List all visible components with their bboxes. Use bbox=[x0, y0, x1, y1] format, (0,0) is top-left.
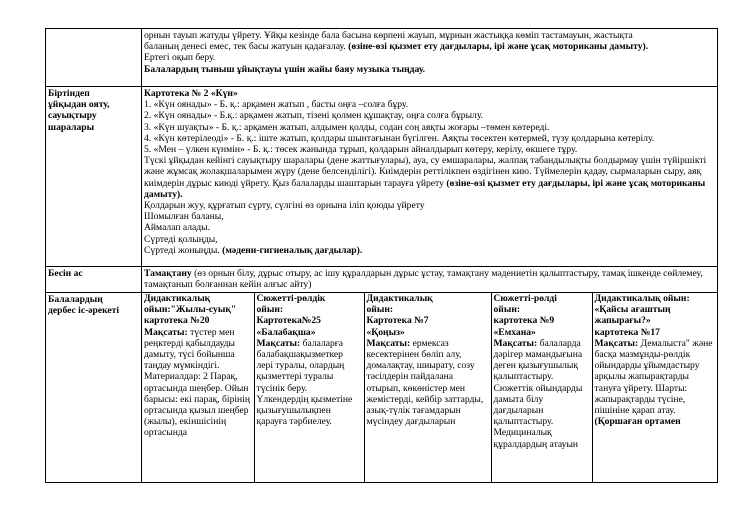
sleep-line: орнын тауып жатуды үйрету. Ұйқы кезінде бала басына көрпені жауып, мұрнын жастыққа көміп тастамауын, жастықта bbox=[144, 30, 633, 41]
sleep-line-b bbox=[144, 41, 715, 52]
goal-text: Демалыста" және басқа мазмұнды-рөлдік ойындарды ұйымдастыру арқылы жапырақтарды тануға үйрету. Шарты: жапырақтарды түсіне, пішініне қарап атау. bbox=[594, 337, 713, 417]
card-title: Картотека № 2 «Күн» bbox=[144, 88, 238, 99]
health-text: Түскі ұйқыдан кейінгі сауықтыру шаралары (дене жаттығулары), ауа, су емшаралары, жалпақ табандылықты болдырмау үшін түйіршікті және жұмсақ жолақшаларымен жүру (дене белсенділігі). Киімдерін реттілікпен өздігінен кию. Түймелерін қадау, сырмаларын сыру, аяқ киімдерін дұрыс киюді үйрету. Қыз балаларды шаштарын тарауға үйрету bbox=[144, 155, 707, 189]
game-head: картотека №9 bbox=[493, 315, 555, 327]
game-tail: (Қоршаған ортамен bbox=[594, 416, 681, 428]
snack-cell bbox=[142, 267, 718, 293]
goal-label: Мақсаты: bbox=[144, 326, 188, 338]
goal-label: Мақсаты: bbox=[594, 337, 639, 349]
game-body bbox=[257, 338, 362, 428]
game-head: «Балабақша» bbox=[256, 326, 316, 338]
poem-text: Сүртеді жоныңды. bbox=[144, 244, 223, 256]
game-body bbox=[144, 327, 252, 439]
fairy-tale-line: Ертегі оқып беру. bbox=[144, 52, 216, 64]
sleep-skills: (өзіне-өзі қызмет ету дағдылары, ірі және ұсақ моториканы дамыту). bbox=[348, 41, 649, 53]
goal-label: Мақсаты: bbox=[256, 337, 301, 349]
table-row-snack bbox=[46, 267, 718, 293]
hygiene-skills: (мәдени-гигиеналық дағдылар). bbox=[222, 244, 363, 256]
document-page bbox=[45, 28, 717, 483]
game-column bbox=[491, 293, 592, 482]
wakeup-label-line: Біртіндеп bbox=[48, 88, 90, 99]
sleep-cell bbox=[142, 29, 718, 87]
wakeup-label-line: ұйқыдан ояту, bbox=[48, 99, 110, 111]
activity-label-line: Балалардың bbox=[48, 294, 103, 305]
table-row-activity bbox=[46, 293, 718, 483]
wakeup-label-cell bbox=[46, 87, 142, 267]
game-head: «Қоңыз» bbox=[366, 326, 405, 338]
sleep-text: баланың денесі емес, тек басы жатуын қадағалау. bbox=[144, 41, 349, 53]
table-row-sleep bbox=[46, 29, 718, 87]
goal-text: түстер мен реңктерді қабылдауды дамыту, түсі бойынша таңдау мүмкіндігі. Материалдар: 2 Парақ, ортасында шеңбер. Ойын барысы: екі парақ, бірінің ортасында қызыл шеңбер (жылы), екіншісінің ортасында bbox=[144, 326, 250, 439]
game-head: Картотека №7 bbox=[366, 315, 429, 327]
goal-label: Мақсаты: bbox=[366, 337, 411, 349]
table-row-wakeup bbox=[46, 87, 718, 267]
poem-line: Аймалап алады. bbox=[144, 222, 210, 234]
poem-line: Сүртеді қолыңды, bbox=[144, 233, 218, 245]
snack-label: Бесін ас bbox=[46, 267, 142, 293]
game-head: жапырағы?» bbox=[594, 315, 651, 327]
game-head: ойын:"Жылы-суық" bbox=[144, 304, 237, 316]
exercise-item: 3. «Күн шуақты» - Б. қ.: арқамен жатып, алдымен қолды, содан соң аяқты жоғары –төмен көтереді. bbox=[144, 121, 550, 133]
game-head: Дидактикалық bbox=[366, 293, 433, 304]
game-body bbox=[494, 338, 590, 450]
exercise-item: 2. «Күн оянады» - Б.қ.: арқамен жатып, тізені қолмен құшақтау, оңға солға бұрылу. bbox=[144, 110, 484, 122]
snack-lead: Тамақтану bbox=[144, 268, 192, 279]
activity-label-line: дербес іс-әрекеті bbox=[48, 305, 120, 317]
exercise-item: 1. «Күн оянады» - Б. қ.: арқамен жатып , басты оңға –солға бұру. bbox=[144, 99, 409, 111]
game-column bbox=[592, 293, 718, 482]
health-skills: (өзіне-өзі қызмет ету дағдылары, ірі және ұсақ моториканы дамыту). bbox=[144, 177, 706, 200]
poem-last-line bbox=[144, 245, 715, 256]
game-head: ойын: bbox=[366, 304, 394, 316]
game-head: ойын: bbox=[256, 304, 284, 316]
poem-line: Шомылған баланы, bbox=[144, 211, 224, 223]
activity-cell bbox=[142, 293, 718, 483]
goal-text: ермексаз кесектерінен бөліп алу, домалақтау, шиырату, созу тәсілдерін пайдалана отырып, көкөністер мен жемістерді, кейбір заттарды, азық-түлік тағамдарын мүсіндеу дағдыларын bbox=[366, 337, 484, 428]
goal-text: балаларға балабақшақызметкер лері туралы, олардың қызметтері туралы түсінік беру. Үлкендердің қызметіне қызығушылықпен қарауға тәрбиелеу. bbox=[256, 337, 353, 428]
game-head: Дидактикалық ойын: bbox=[594, 293, 690, 304]
game-head: Сюжетті-рөлдік bbox=[256, 293, 326, 304]
game-column bbox=[142, 293, 254, 482]
game-head: Картотека№25 bbox=[256, 315, 321, 327]
wakeup-cell bbox=[142, 87, 718, 267]
game-head: «Емхана» bbox=[493, 326, 536, 338]
games-grid bbox=[142, 293, 718, 482]
health-paragraph bbox=[144, 155, 715, 200]
activity-label-cell bbox=[46, 293, 142, 483]
game-column bbox=[364, 293, 491, 482]
game-body bbox=[367, 338, 489, 428]
schedule-table bbox=[45, 28, 718, 483]
game-head: «Қайсы ағаштың bbox=[594, 304, 671, 316]
poem-line: Қолдарын жуу, құрғатып сүрту, сүлгіні өз орнына іліп қоюды үйрету bbox=[144, 200, 425, 212]
game-body bbox=[595, 338, 717, 416]
goal-label: Мақсаты: bbox=[493, 337, 538, 349]
row-label-empty bbox=[46, 29, 142, 87]
game-column bbox=[254, 293, 364, 482]
game-head: ойын: bbox=[493, 304, 521, 316]
exercise-item: 4. «Күн көтерілеоді» - Б. қ.: іште жатып, қолдары шынтағынан бүгілген. Аяқты төсектен көтермей, түзу қолдарына көтерілу. bbox=[144, 132, 655, 144]
game-head: картотека №20 bbox=[144, 315, 210, 327]
wakeup-label-line: шаралары bbox=[48, 121, 95, 133]
game-head: картотека №17 bbox=[594, 326, 660, 338]
goal-text: балаларда дәрігер мамандығына деген қызығушылық қалыптастыру. Сюжеттік ойындарды дамыта білу дағдыларын қалыптастыру. Медициналық құралдардың атауын bbox=[493, 337, 583, 450]
music-line: Балалардың тыныш ұйықтауы үшін жайы баяу музыка тыңдау. bbox=[144, 63, 426, 75]
game-head: Сюжеттi-рөлдi bbox=[493, 293, 557, 304]
exercise-item: 5. «Мен – үлкен күнмін» - Б. қ.: төсек жанында тұрып, қолдарын айналдырып көтеру, керілу, өкшеге тұру. bbox=[144, 144, 578, 156]
wakeup-label-line: сауықтыру bbox=[48, 110, 97, 122]
snack-text: (өз орнын білу, дұрыс отыру, ас ішу құралдарын дұрыс ұстау, тамақтану мәдениетін қалыптастыру, тамақ ішкенде сөйлемеу, тамақтанып болғаннан кейін алғыс айту) bbox=[144, 268, 703, 291]
game-head: Дидактикалық bbox=[144, 293, 211, 304]
